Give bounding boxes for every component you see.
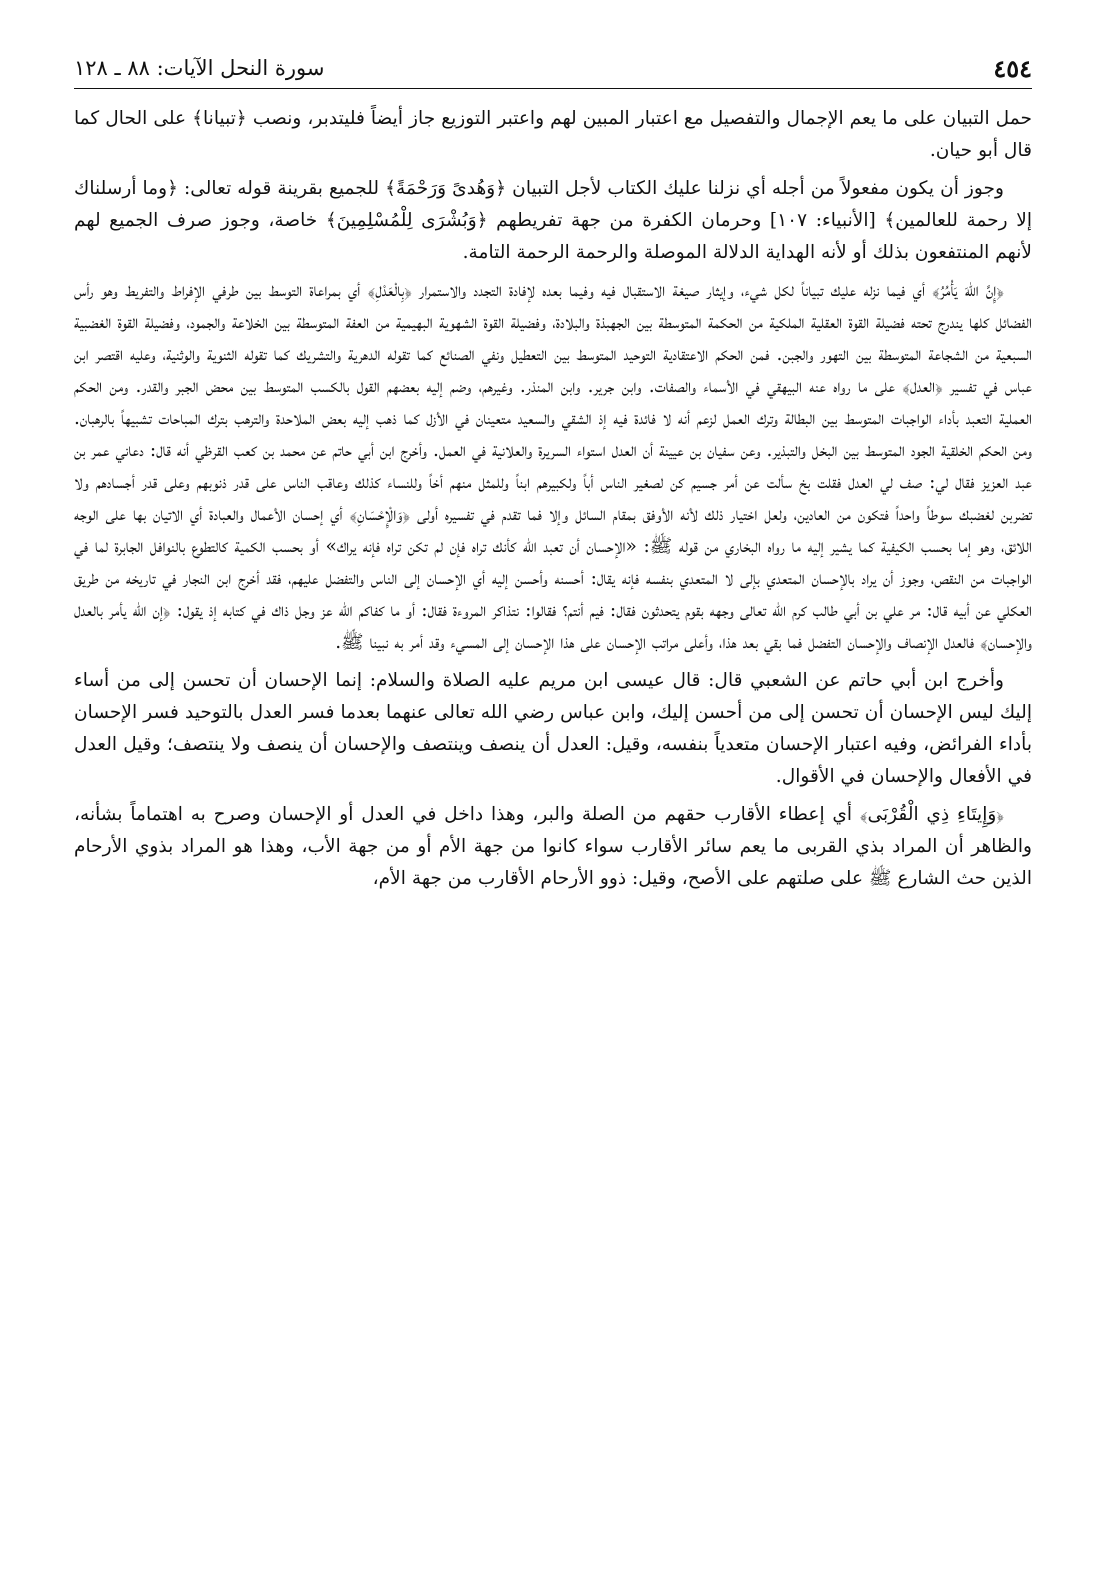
page-body (74, 103, 1032, 895)
paragraph: ﴿إِنَّ اللهَ يَأْمُرُ﴾ أي فيما نزله عليك تبياناً لكل شيء، وإيثار صيغة الاستقبال فيه وفيما بعده لإفادة التجدد والاستمرار ﴿بِالْعَدْلِ﴾ أي بمراعاة التوسط بين طرفي الإفراط والتفريط وهو رأس الفضائل كلها يندرج تحته فضيلة القوة العقلية الملكية من الحكمة المتوسطة بين الجهبذة والبلادة، وفضيلة القوة الشهوية البهيمية من العفة المتوسطة بين الخلاعة والجمود، وفضيلة القوة الغضبية السبعية من الشجاعة المتوسطة بين التهور والجبن. فمن الحكم الاعتقادية التوحيد المتوسط بين التعطيل ونفي الصنائع كما تقوله الدهرية والتشريك كما تقوله الثنوية والوثنية، وعليه اقتصر ابن عباس في تفسير ﴿العدل﴾ على ما رواه عنه البيهقي في الأسماء والصفات. وابن جرير. وابن المنذر. وغيرهم، وضم إليه بعضهم القول بالكسب المتوسط بين محض الجبر والقدر. ومن الحكم العملية التعبد بأداء الواجبات المتوسط بين البطالة وترك العمل لزعم أنه لا فائدة فيه إذ الشقي والسعيد متعينان في الأزل كما ذهب إليه بعض الملاحدة والترهب بترك المباحات تشبيهاً بالرهبان. ومن الحكم الخلقية الجود المتوسط بين البخل والتبذير. وعن سفيان بن عيينة أن العدل استواء السريرة والعلانية في العمل. وأخرج ابن أبي حاتم عن محمد بن كعب القرظي أنه قال: دعاني عمر بن عبد العزيز فقال لي: صف لي العدل فقلت بخ سألت عن أمر جسيم كن لصغير الناس أباً ولكبيرهم ابناً وللمثل منهم أخاً وللنساء كذلك وعاقب الناس على قدر ذنوبهم وعلى قدر أجسادهم ولا تضربن لغضبك سوطاً واحداً فتكون من العادين، ولعل اختيار ذلك لأنه الأوفق بمقام السائل وإلا فما تقدم في تفسيره أولى ﴿وَالْإِحْسَانِ﴾ أي إحسان الأعمال والعبادة أي الاتيان بها على الوجه اللائق، وهو إما بحسب الكيفية كما يشير إليه ما رواه البخاري من قوله ﷺ: «الإحسان أن تعبد الله كأنك تراه فإن لم تكن تراه فإنه يراك» أو بحسب الكمية كالتطوع بالنوافل الجابرة لما في الواجبات من النقص، وجوز أن يراد بالإحسان المتعدي بإلى لا المتعدي بنفسه فإنه يقال: أحسنه وأحسن إليه أي الإحسان إلى الناس والتفضل عليهم، فقد أخرج ابن النجار في تاريخه من طريق العكلي عن أبيه قال: مر علي بن أبي طالب كرم الله تعالى وجهه بقوم يتحدثون فقال: فيم أنتم؟ فقالوا: نتذاكر المروءة فقال: أو ما كفاكم الله عز وجل ذاك في كتابه إذ يقول: ﴿إن الله يأمر بالعدل والإحسان﴾ فالعدل الإنصاف والإحسان التفضل فما بقي بعد هذا، وأعلى مراتب الإحسان على هذا الإحسان إلى المسيء وقد أمر به نبينا ﷺ. (74, 280, 1032, 653)
paragraph: وأخرج ابن أبي حاتم عن الشعبي قال: قال عيسى ابن مريم عليه الصلاة والسلام: إنما الإحسان أن تحسن إلى من أساء إليك ليس الإحسان أن تحسن إلى من أحسن إليك، وابن عباس رضي الله تعالى عنهما بعدما فسر العدل بالتوحيد فسر الإحسان بأداء الفرائض، وفيه اعتبار الإحسان متعدياً بنفسه، وقيل: العدل أن ينصف وينتصف والإحسان أن ينصف ولا ينتصف؛ وقيل العدل في الأفعال والإحسان في الأقوال. (74, 670, 1032, 787)
surah-title: سورة النحل الآيات: ٨٨ ـ ١٢٨ (74, 56, 325, 80)
paragraph: ﴿وَإِيتَاءِ ذِي الْقُرْبَى﴾ أي إعطاء الأقارب حقهم من الصلة والبر، وهذا داخل في العدل أو الإحسان وصرح به اهتماماً بشأنه، والظاهر أن المراد بذي القربى ما يعم سائر الأقارب سواء كانوا من جهة الأم أو من جهة الأب، وهذا هو المراد بذوي الأرحام الذين حث الشارع ﷺ على صلتهم على الأصح، وقيل: ذوو الأرحام الأقارب من جهة الأم، (74, 804, 1032, 889)
paragraph: وجوز أن يكون مفعولاً من أجله أي نزلنا عليك الكتاب لأجل التبيان ﴿وَهُدىً وَرَحْمَةً﴾ للجميع بقرينة قوله تعالى: ﴿وما أرسلناك إلا رحمة للعالمين﴾ [الأنبياء: ١٠٧] وحرمان الكفرة من جهة تفريطهم ﴿وَبُشْرَى لِلْمُسْلِمِينَ﴾ خاصة، وجوز صرف الجميع لهم لأنهم المنتفعون بذلك أو لأنه الهداية الدلالة الموصلة والرحمة الرحمة التامة. (74, 178, 1032, 263)
page-header (74, 48, 1032, 89)
paragraph-continuation: حمل التبيان على ما يعم الإجمال والتفصيل مع اعتبار المبين لهم واعتبر التوزيع جاز أيضاً فليتدبر، ونصب ﴿تبيانا﴾ على الحال كما قال أبو حيان. (74, 108, 1032, 161)
page-number: ٤٥٤ (993, 53, 1032, 83)
